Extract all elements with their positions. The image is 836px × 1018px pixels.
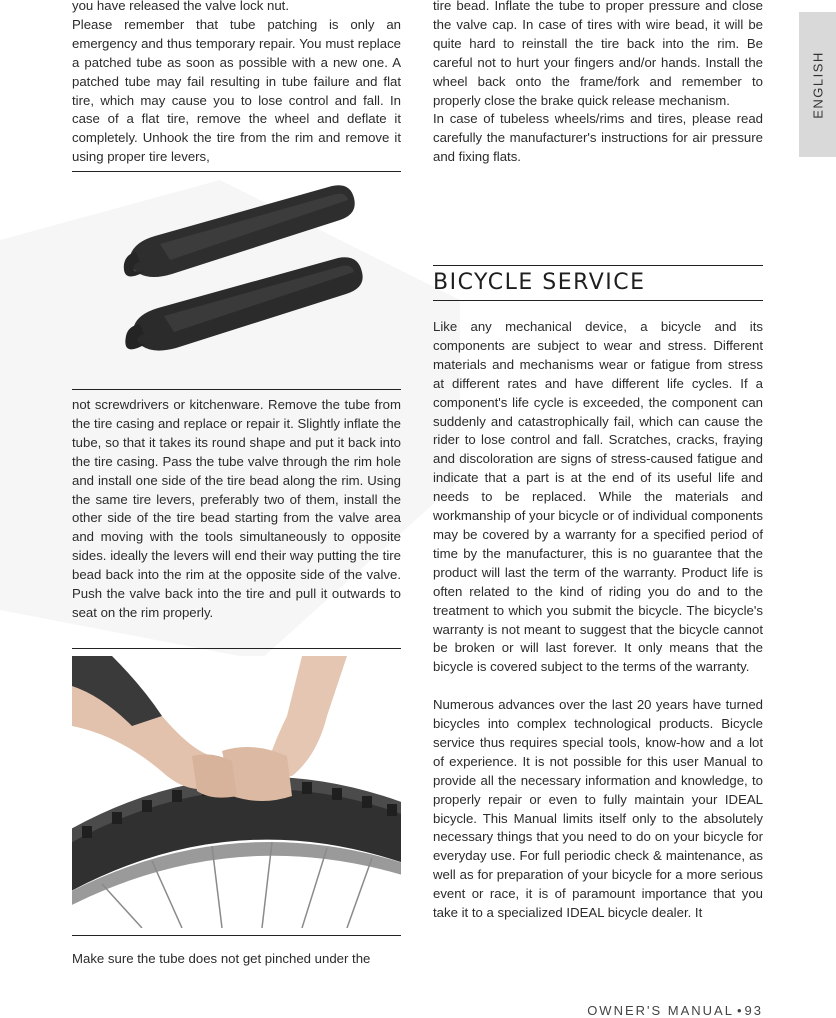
left-text-block-top [72,0,401,167]
right-text-block-top [433,0,763,167]
right-paragraph-4: Numerous advances over the last 20 years have turned bicycles into complex technological products. Bicycle service thus requires special tools, know-how and a lot of experience. It is not possible for this user Manual to provide all the necessary information and knowledge, to properly repair or even to fully maintain your IDEAL bicycle. This Manual limits itself only to the absolutely necessary things that you need to do on your bicycle for everyday use. For full periodic check & maintenance, as well as for preparation of your bicycle for a more serious event or race, it is of paramount importance that you take it to a specialized IDEAL bicycle dealer. It [433,697,763,921]
right-paragraph-1: tire bead. Inflate the tube to proper pressure and close the valve cap. In case of tires with wire bead, it will be quite hard to reinstall the tire back into the rim. Be careful not to hurt your fingers and/or hands. Install the wheel back onto the frame/fork and remember to properly close the brake quick release mechanism. [433,0,763,108]
right-paragraph-3: Like any mechanical device, a bicycle and its components are subject to wear and stress. Different materials and mechanisms wear or fatigue from stress at different rates and have different life cycles. If a component's life cycle is exceeded, the component can suddenly and catastrophically fail, which can cause the rider to lose control and fall. Scratches, cracks, fraying and discoloration are signs of stress-caused fatigue and indicate that a part is at the end of its useful life and needs to be replaced. While the materials and workmanship of your bicycle or of individual components may be covered by a warranty for a specified period of time by the manufacturer, this is no guarantee that the product will last the term of the warranty. Product life is often related to the kind of riding you do and to the treatment to which you submit the bicycle. The bicycle's warranty is not meant to suggest that the bicycle cannot be broken or will last forever. It only means that the bicycle is covered subject to the terms of the warranty. [433,319,763,675]
tire-levers-image [100,178,390,383]
left-paragraph-2: Please remember that tube patching is only an emergency and thus temporary repair. You must replace a patched tube as soon as possible with a new one. A patched tube may fail resulting in tube failure and flat tire, which may cause you to lose control and fall. In case of a flat tire, remove the wheel and deflate it completely. Unhook the tire from the rim and remove it using proper tire levers, [72,16,401,165]
left-text-block-bottom [72,950,401,969]
divider-rule [72,935,401,936]
right-text-block-main [433,318,763,923]
left-paragraph-4: Make sure the tube does not get pinched under the [72,951,371,966]
page-number: 93 [744,1003,763,1018]
footer-separator: • [736,1003,742,1018]
language-tab-label: ENGLISH [810,50,825,119]
language-tab [799,12,836,157]
section-title-top-rule [433,265,763,266]
section-title: BICYCLE SERVICE [433,270,646,295]
divider-rule [72,648,401,649]
left-paragraph-3: not screwdrivers or kitchenware. Remove the tube from the tire casing and replace or repair it. Slightly inflate the tube, so that it takes its round shape and put it back into the tire casing. Pass the tube valve through the rim hole and install one side of the tire bead along the rim. Using the same tire levers, preferably two of them, install the other side of the tire bead starting from the valve area and moving with the tools simultaneously to opposite sides. ideally the levers will end their way putting the tire bead back into the rim at the opposite side of the valve. Push the valve back into the tire and pull it outwards to seat on the rim properly. [72,397,401,620]
footer-label: OWNER'S MANUAL [587,1003,734,1018]
divider-rule [72,171,401,172]
tire-fitting-photo [72,656,401,928]
tire-levers-illustration [100,178,390,383]
page-footer [587,1003,763,1018]
left-text-block-middle [72,396,401,623]
divider-rule [72,389,401,390]
left-paragraph-1: you have released the valve lock nut. [72,0,289,13]
section-title-bottom-rule [433,300,763,301]
hands-on-tire-illustration [72,656,401,928]
right-paragraph-2: In case of tubeless wheels/rims and tires, please read carefully the manufacturer's instructions for air pressure and fixing flats. [433,111,763,165]
